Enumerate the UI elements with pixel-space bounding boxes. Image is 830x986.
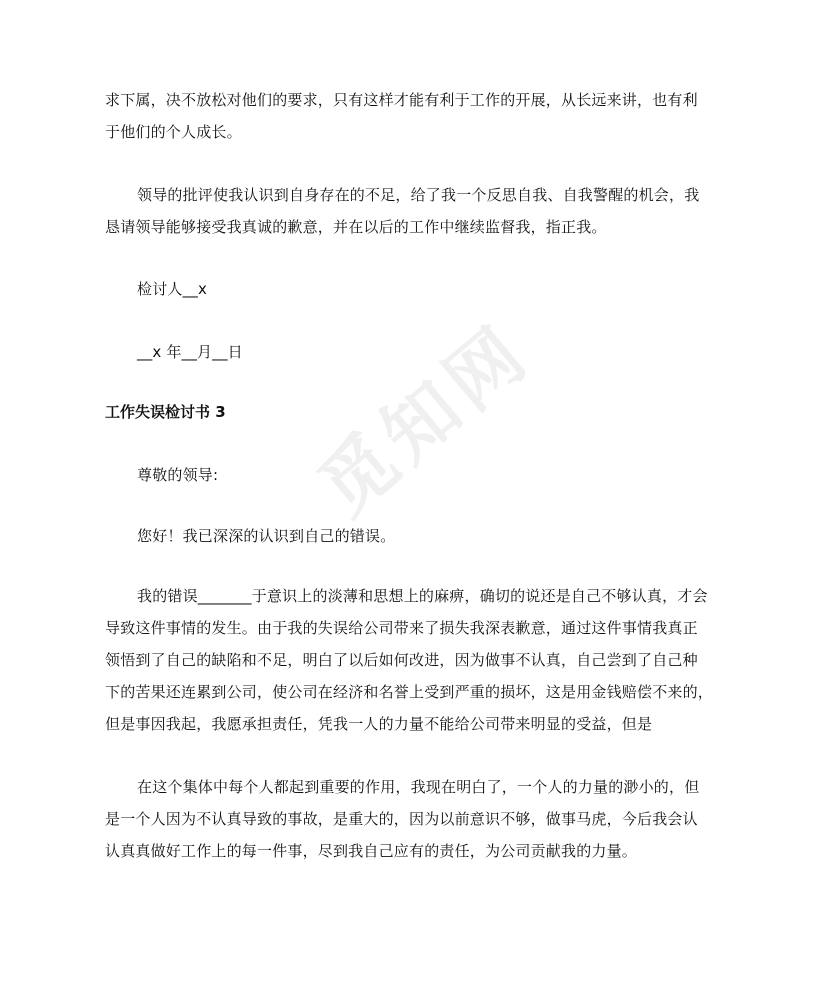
paragraph-1-line: 于他们的个人成长。 [105, 123, 242, 141]
paragraph-3-line: 但是事因我起，我愿承担责任，凭我一人的力量不能给公司带来明显的受益，但是 [105, 715, 653, 733]
paragraph-4-line: 在这个集体中每个人都起到重要的作用，我现在明白了，一个人的力量的渺小的，但 [137, 778, 700, 796]
greeting-text: 您好！我已深深的认识到自己的错误。 [137, 527, 396, 545]
paragraph-2-line: 领导的批评使我认识到自身存在的不足，给了我一个反思自我、自我警醒的机会，我 [137, 186, 700, 204]
signer-text: 检讨人__x [137, 280, 208, 298]
paragraph-2 [105, 179, 725, 243]
paragraph-4-line: 是一个人因为不认真导致的事故，是重大的，因为以前意识不够，做事马虎，今后我会认 [105, 810, 698, 828]
paragraph-3-line: 导致这件事情的发生。由于我的失误给公司带来了损失我深表歉意，通过这件事情我真正 [105, 619, 698, 637]
paragraph-4-line: 认真真做好工作上的每一件事，尽到我自己应有的责任，为公司贡献我的力量。 [105, 842, 638, 860]
paragraph-1 [105, 84, 725, 148]
section-heading: 工作失误检讨书 3 [105, 403, 226, 421]
salutation-text: 尊敬的领导: [137, 466, 219, 484]
date-line [105, 336, 725, 368]
salutation-line [105, 459, 725, 491]
greeting-line [105, 520, 725, 552]
paragraph-3-line: 下的苦果还连累到公司，使公司在经济和名誉上受到严重的损坏，这是用金钱赔偿不来的， [105, 683, 714, 701]
paragraph-4 [105, 771, 725, 867]
date-text: __x 年__月__日 [137, 343, 243, 361]
watermark: 觅知网 [303, 307, 547, 533]
signer-line [105, 273, 725, 305]
paragraph-1-line: 求下属，决不放松对他们的要求，只有这样才能有利于工作的开展，从长远来讲，也有利 [105, 91, 698, 109]
paragraph-3-line: 领悟到了自己的缺陷和不足，明白了以后如何改进，因为做事不认真，自己尝到了自己种 [105, 651, 698, 669]
paragraph-2-line: 恳请领导能够接受我真诚的歉意，并在以后的工作中继续监督我，指正我。 [105, 218, 607, 236]
paragraph-3-line: 我的错误_______于意识上的淡薄和思想上的麻痹，确切的说还是自己不够认真，才会 [137, 587, 708, 605]
paragraph-3 [105, 580, 725, 740]
